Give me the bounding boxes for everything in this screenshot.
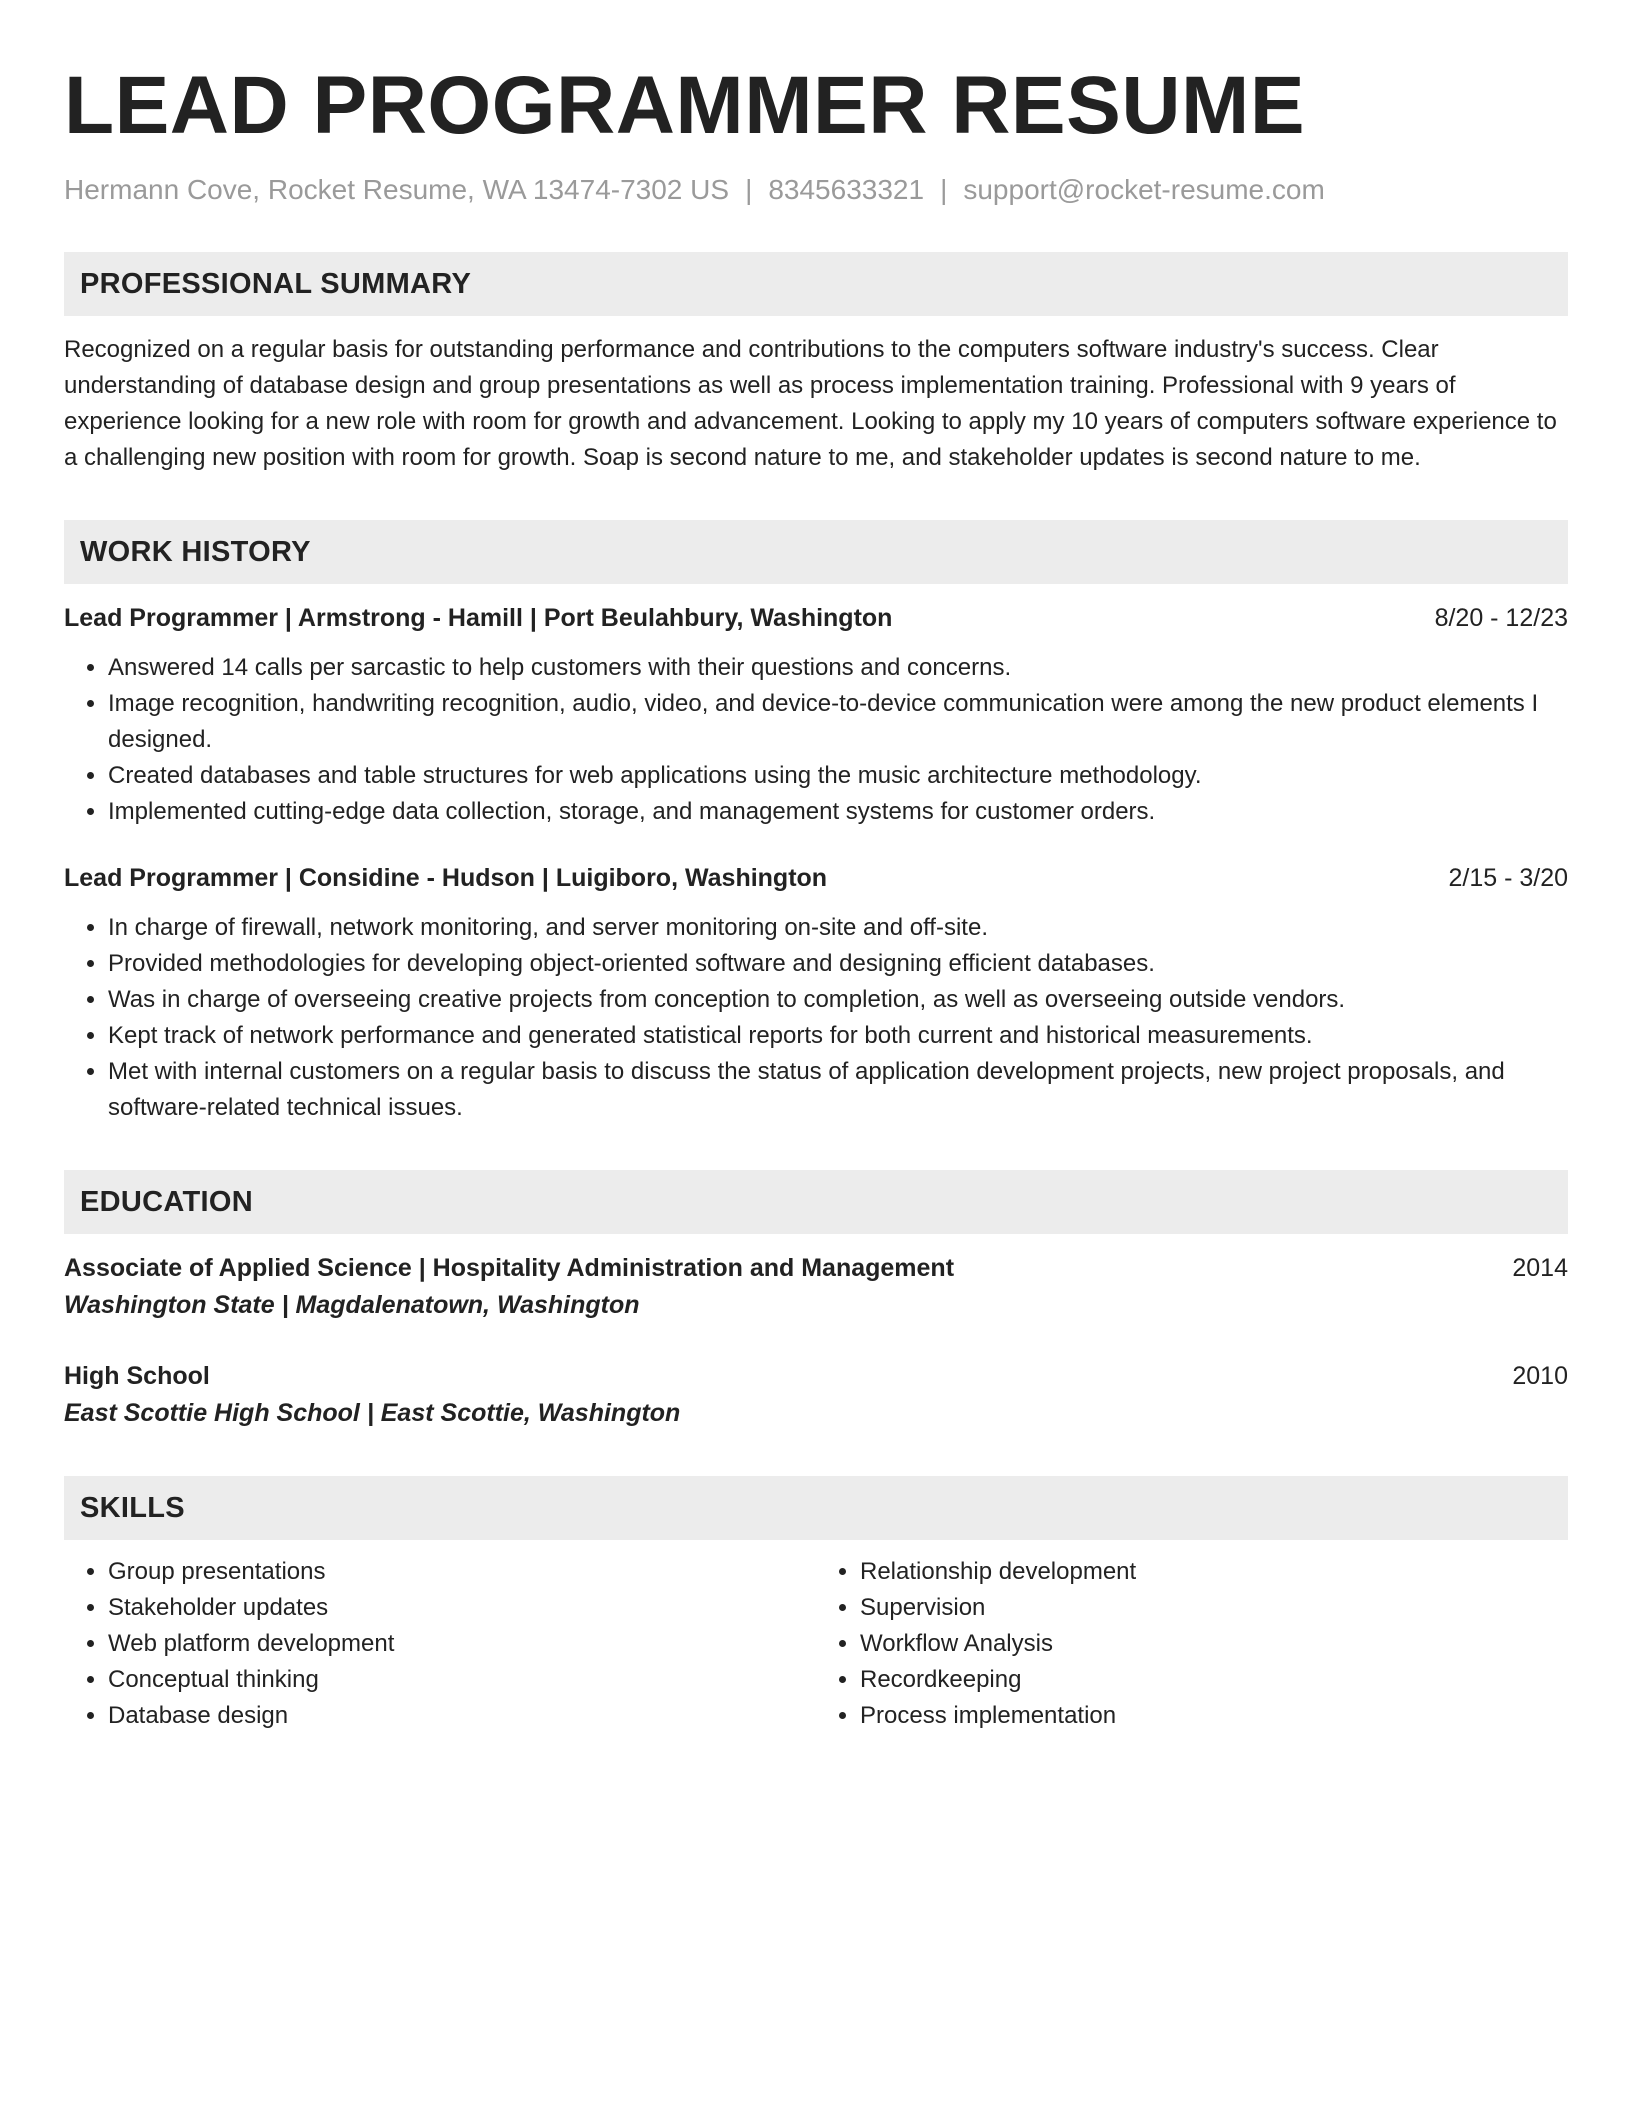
education-year: 2014 [1512,1254,1568,1282]
skill-item: • Relationship development [860,1554,1568,1590]
skill-item: • Web platform development [108,1626,816,1662]
education-entry [64,1358,1568,1432]
skill-item: • Group presentations [108,1554,816,1590]
contact-address: Hermann Cove, Rocket Resume, WA 13474-7302 US [64,174,730,205]
skill-item: • Conceptual thinking [108,1662,816,1698]
job-header [64,860,1568,896]
education-year: 2010 [1512,1362,1568,1390]
job-dates: 2/15 - 3/20 [1448,864,1568,892]
job-bullet: • Image recognition, handwriting recognition, audio, video, and device-to-device communication were among the new product elements I designed. [108,686,1568,758]
job-bullets [64,650,1568,830]
job-title: Lead Programmer | Armstrong - Hamill | Port Beulahbury, Washington [64,604,893,632]
job-entry [64,600,1568,830]
job-bullet: • Was in charge of overseeing creative projects from conception to completion, as well as overseeing outside vendors. [108,982,1568,1018]
education-header [64,1358,1568,1394]
education-entry [64,1250,1568,1324]
education-school: East Scottie High School | East Scottie, Washington [64,1399,681,1427]
section-heading-summary: PROFESSIONAL SUMMARY [64,252,1568,316]
skill-item: • Recordkeeping [860,1662,1568,1698]
job-bullet: • Met with internal customers on a regular basis to discuss the status of application development projects, new project proposals, and software-related technical issues. [108,1054,1568,1126]
skill-item: • Process implementation [860,1698,1568,1734]
education-degree: Associate of Applied Science | Hospitality Administration and Management [64,1254,955,1282]
contact-phone: 8345633321 [768,174,925,205]
job-entry [64,860,1568,1126]
job-bullet: • Created databases and table structures for web applications using the music architecture methodology. [108,758,1568,794]
job-dates: 8/20 - 12/23 [1434,604,1568,632]
job-bullet: • Implemented cutting-edge data collection, storage, and management systems for customer orders. [108,794,1568,830]
skill-item: • Workflow Analysis [860,1626,1568,1662]
skill-item: • Stakeholder updates [108,1590,816,1626]
section-heading-skills: SKILLS [64,1476,1568,1540]
contact-separator: | [745,174,753,205]
job-bullets [64,910,1568,1126]
summary-text: Recognized on a regular basis for outstanding performance and contributions to the computers software industry's success. Clear understanding of database design and group presentations as well as process implementation training. Professional with 9 years of experience looking for a new role with room for growth and advancement. Looking to apply my 10 years of computers software experience to a challenging new position with room for growth. Soap is second nature to me, and stakeholder updates is second nature to me. [64,336,1557,471]
section-heading-education: EDUCATION [64,1170,1568,1234]
section-heading-work-history: WORK HISTORY [64,520,1568,584]
skill-item: • Supervision [860,1590,1568,1626]
education-degree: High School [64,1362,210,1390]
job-bullet: • Provided methodologies for developing object-oriented software and designing efficient databases. [108,946,1568,982]
contact-line [64,172,1568,208]
job-bullet: • In charge of firewall, network monitoring, and server monitoring on-site and off-site. [108,910,1568,946]
job-title: Lead Programmer | Considine - Hudson | Luigiboro, Washington [64,864,828,892]
skills-list [64,1554,1568,1734]
page-title: LEAD PROGRAMMER RESUME [64,60,1306,151]
job-header [64,600,1568,636]
skill-item: • Database design [108,1698,816,1734]
contact-email: support@rocket-resume.com [963,174,1325,205]
contact-separator: | [940,174,948,205]
skills-column-right [816,1554,1568,1734]
education-school: Washington State | Magdalenatown, Washington [64,1291,640,1319]
job-bullet: • Answered 14 calls per sarcastic to help customers with their questions and concerns. [108,650,1568,686]
job-bullet: • Kept track of network performance and generated statistical reports for both current and historical measurements. [108,1018,1568,1054]
education-header [64,1250,1568,1286]
skills-column-left [64,1554,816,1734]
